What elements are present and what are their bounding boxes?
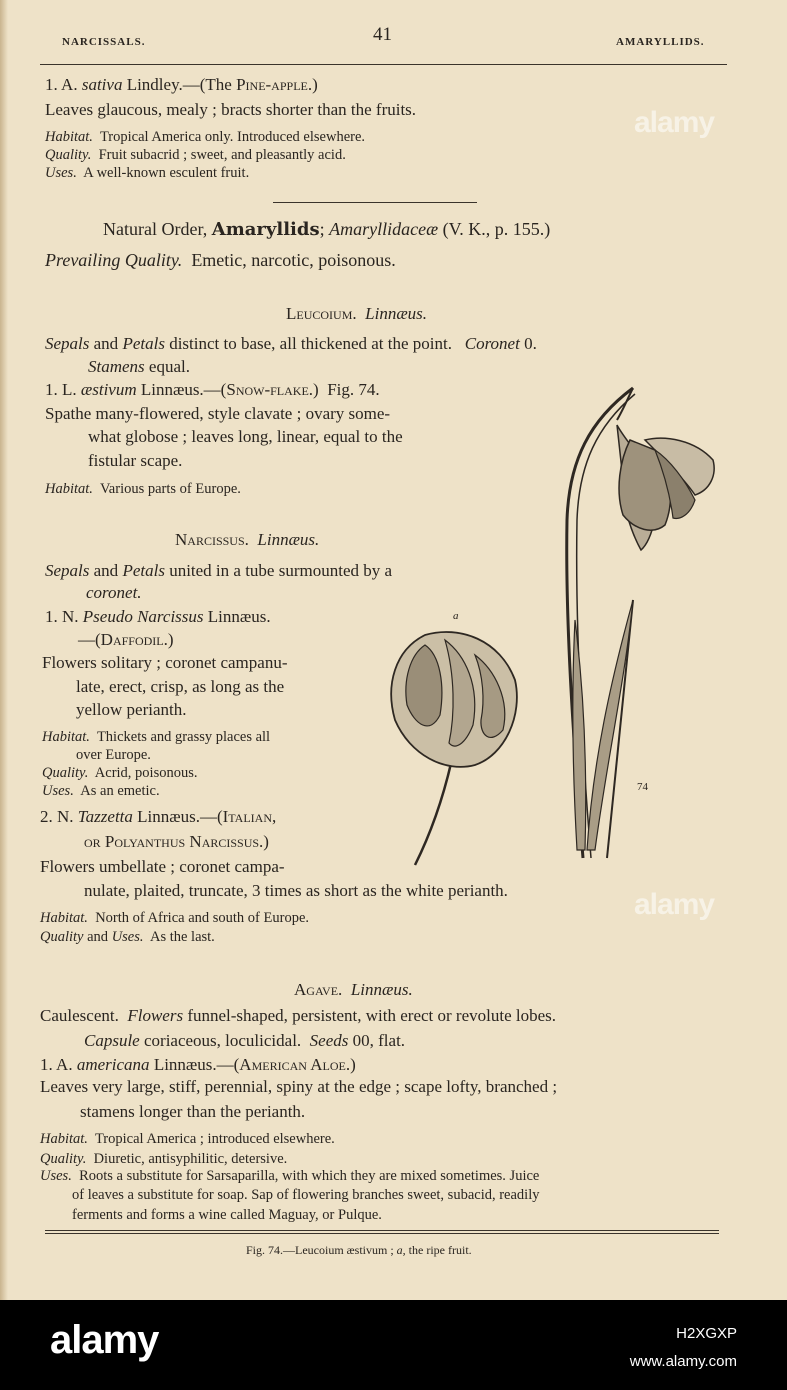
agave-uses-2: of leaves a substitute for soap. Sap of flowering branches sweet, subacid, readily: [72, 1187, 540, 1203]
section-rule: [273, 202, 477, 203]
leucoium-habitat: Habitat. Various parts of Europe.: [45, 481, 241, 497]
ananas-quality: Quality. Fruit subacrid ; sweet, and pleasantly acid.: [45, 147, 346, 163]
narcissus-species-2-desc-1: Flowers umbellate ; coronet campa-: [40, 857, 285, 876]
leucoium-char-2: Stamens equal.: [88, 357, 190, 376]
alamy-logo: alamy: [50, 1318, 159, 1362]
site-url: www.alamy.com: [629, 1353, 737, 1370]
narcissus-desc-1: Flowers solitary ; coronet campanu-: [42, 653, 288, 672]
narcissus-uses: Uses. As an emetic.: [42, 783, 160, 799]
agave-species: 1. A. americana Linnæus.—(American Aloe.): [40, 1055, 356, 1074]
narcissus-habitat: Habitat. Thickets and grassy places all: [42, 729, 271, 745]
narcissus-species-1-common: —(Daffodil.): [78, 630, 174, 649]
agave-habitat: Habitat. Tropical America ; introduced elsewhere.: [40, 1131, 335, 1147]
agave-genus-heading: Agave. Linnæus.: [294, 980, 413, 999]
leucoium-char-1: Sepals and Petals distinct to base, all thickened at the point. Coronet 0.: [45, 334, 537, 353]
running-head-left: NARCISSALS.: [62, 36, 146, 48]
agave-desc-1: Leaves very large, stiff, perennial, spiny at the edge ; scape lofty, branched ;: [40, 1077, 558, 1096]
header-rule: [40, 64, 727, 65]
leucoium-desc-3: fistular scape.: [88, 451, 183, 470]
narcissus-species-2-common: or Polyanthus Narcissus.): [84, 832, 269, 851]
prevailing-quality: Prevailing Quality. Emetic, narcotic, poisonous.: [45, 250, 396, 270]
narcissus-genus-heading: Narcissus. Linnæus.: [175, 530, 320, 549]
agave-uses-1: Uses. Roots a substitute for Sarsaparilla, with which they are mixed sometimes. Juice: [40, 1168, 540, 1184]
leucoium-desc-2: what globose ; leaves long, linear, equal to the: [88, 427, 403, 446]
figure-label-a: a: [453, 610, 459, 622]
watermark-top: alamy: [634, 106, 715, 139]
ananas-entry: 1. A. sativa Lindley.—(The Pine-apple.): [45, 75, 318, 94]
agave-uses-3: ferments and forms a wine called Maguay, or Pulque.: [72, 1207, 382, 1223]
page-edge: [0, 0, 8, 1300]
running-head-right: AMARYLLIDS.: [616, 36, 705, 48]
page-number: 41: [373, 24, 392, 45]
footer-rule-2: [45, 1233, 719, 1234]
footer-rule-1: [45, 1230, 719, 1231]
leucoium-species: 1. L. æstivum Linnæus.—(Snow-flake.) Fig. 74.: [45, 380, 380, 399]
narcissus-species-2-habitat: Habitat. North of Africa and south of Europe.: [40, 910, 310, 926]
snowflake-illustration: [545, 380, 730, 870]
narcissus-species-2-desc-2: nulate, plaited, truncate, 3 times as short as the white perianth.: [84, 881, 508, 900]
narcissus-desc-2: late, erect, crisp, as long as the: [76, 677, 285, 696]
ananas-uses: Uses. A well-known esculent fruit.: [45, 165, 250, 181]
narcissus-species-2: 2. N. Tazzetta Linnæus.—(Italian,: [40, 807, 277, 826]
agave-desc-2: stamens longer than the perianth.: [80, 1102, 306, 1121]
figure-caption: Fig. 74.—Leucoium æstivum ; a, the ripe fruit.: [246, 1243, 472, 1257]
agave-char-1: Caulescent. Flowers funnel-shaped, persistent, with erect or revolute lobes.: [40, 1006, 557, 1025]
watermark-middle: alamy: [634, 888, 715, 921]
ananas-habitat: Habitat. Tropical America only. Introduced elsewhere.: [45, 129, 366, 145]
figure-label-74: 74: [637, 781, 648, 793]
leucoium-desc-1: Spathe many-flowered, style clavate ; ovary some-: [45, 404, 391, 423]
image-id: H2XGXP: [676, 1325, 737, 1342]
narcissus-species-2-quality-uses: Quality and Uses. As the last.: [40, 929, 215, 945]
narcissus-habitat-cont: over Europe.: [76, 747, 151, 763]
narcissus-species-1: 1. N. Pseudo Narcissus Linnæus.: [45, 607, 271, 626]
agave-quality: Quality. Diuretic, antisyphilitic, detersive.: [40, 1151, 288, 1167]
ananas-desc: Leaves glaucous, mealy ; bracts shorter than the fruits.: [45, 100, 417, 119]
ripe-fruit-illustration: [385, 625, 525, 870]
narcissus-desc-3: yellow perianth.: [76, 700, 187, 719]
narcissus-char-2: coronet.: [86, 583, 142, 602]
narcissus-char-1: Sepals and Petals united in a tube surmounted by a: [45, 561, 393, 580]
stock-id-block: [630, 1320, 737, 1376]
leucoium-genus-heading: Leucoium. Linnæus.: [286, 304, 428, 323]
agave-char-2: Capsule coriaceous, loculicidal. Seeds 00, flat.: [84, 1031, 406, 1050]
narcissus-quality: Quality. Acrid, poisonous.: [42, 765, 198, 781]
natural-order-heading: Natural Order, Amaryllids; Amaryllidaceæ (V. K., p. 155.): [103, 219, 551, 240]
